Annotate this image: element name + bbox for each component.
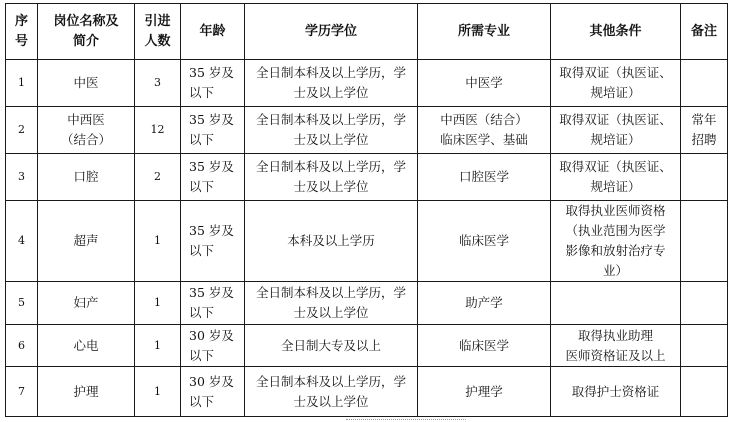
header-education: 学历学位 (245, 4, 418, 60)
cell-seq: 7 (6, 367, 38, 417)
cell-count: 1 (135, 325, 181, 367)
cell-education: 全日制本科及以上学历，学 士及以上学位 (245, 282, 418, 325)
cell-age: 30 岁及 以下 (181, 325, 245, 367)
cell-major: 助产学 (418, 282, 551, 325)
cell-other: 取得执业助理 医师资格证及以上 (551, 325, 681, 367)
table-row (6, 367, 728, 417)
cell-seq: 3 (6, 154, 38, 201)
cell-major: 临床医学 (418, 325, 551, 367)
cell-seq: 1 (6, 60, 38, 107)
cell-note (681, 201, 728, 282)
cell-major: 临床医学 (418, 201, 551, 282)
table-row (6, 325, 728, 367)
header-age: 年龄 (181, 4, 245, 60)
cell-position: 中西医 （结合） (38, 107, 135, 154)
header-seq: 序 号 (6, 4, 38, 60)
cell-note (681, 60, 728, 107)
recruitment-table (5, 3, 728, 417)
cell-seq: 4 (6, 201, 38, 282)
cell-education: 全日制本科及以上学历，学 士及以上学位 (245, 60, 418, 107)
header-note: 备注 (681, 4, 728, 60)
cell-seq: 2 (6, 107, 38, 154)
cell-age: 35 岁及 以下 (181, 282, 245, 325)
cell-position: 超声 (38, 201, 135, 282)
cell-other: 取得双证（执医证、 规培证） (551, 107, 681, 154)
cell-other: 取得双证（执医证、 规培证） (551, 60, 681, 107)
cell-seq: 6 (6, 325, 38, 367)
cell-age: 35 岁及 以下 (181, 60, 245, 107)
cell-age: 35 岁及 以下 (181, 107, 245, 154)
cell-education: 全日制本科及以上学历，学 士及以上学位 (245, 154, 418, 201)
cell-note (681, 367, 728, 417)
cell-position: 口腔 (38, 154, 135, 201)
cell-major: 护理学 (418, 367, 551, 417)
cell-education: 本科及以上学历 (245, 201, 418, 282)
table-row (6, 282, 728, 325)
cell-education: 全日制本科及以上学历，学 士及以上学位 (245, 367, 418, 417)
header-major: 所需专业 (418, 4, 551, 60)
cell-major: 中医学 (418, 60, 551, 107)
cell-seq: 5 (6, 282, 38, 325)
header-row (6, 4, 728, 60)
cell-position: 心电 (38, 325, 135, 367)
table-row (6, 201, 728, 282)
table-row (6, 60, 728, 107)
cell-age: 35 岁及 以下 (181, 201, 245, 282)
cell-note (681, 154, 728, 201)
cell-note (681, 325, 728, 367)
page-divider (346, 419, 466, 420)
cell-age: 35 岁及 以下 (181, 154, 245, 201)
table-row (6, 154, 728, 201)
cell-note-merged: 常年 招聘 (681, 107, 728, 154)
cell-count: 12 (135, 107, 181, 154)
cell-education: 全日制大专及以上 (245, 325, 418, 367)
cell-count: 1 (135, 201, 181, 282)
cell-position: 中医 (38, 60, 135, 107)
header-count: 引进 人数 (135, 4, 181, 60)
cell-note (681, 282, 728, 325)
cell-education: 全日制本科及以上学历，学 士及以上学位 (245, 107, 418, 154)
cell-count: 1 (135, 367, 181, 417)
header-position: 岗位名称及 简介 (38, 4, 135, 60)
cell-other: 取得护士资格证 (551, 367, 681, 417)
cell-age: 30 岁及 以下 (181, 367, 245, 417)
cell-other (551, 282, 681, 325)
cell-count: 2 (135, 154, 181, 201)
cell-major: 中西医（结合） 临床医学、基础 (418, 107, 551, 154)
cell-position: 护理 (38, 367, 135, 417)
cell-count: 1 (135, 282, 181, 325)
header-other: 其他条件 (551, 4, 681, 60)
cell-other: 取得双证（执医证、 规培证） (551, 154, 681, 201)
cell-count: 3 (135, 60, 181, 107)
cell-other: 取得执业医师资格 （执业范围为医学 影像和放射治疗专 业） (551, 201, 681, 282)
cell-major: 口腔医学 (418, 154, 551, 201)
table-row (6, 107, 728, 154)
cell-position: 妇产 (38, 282, 135, 325)
